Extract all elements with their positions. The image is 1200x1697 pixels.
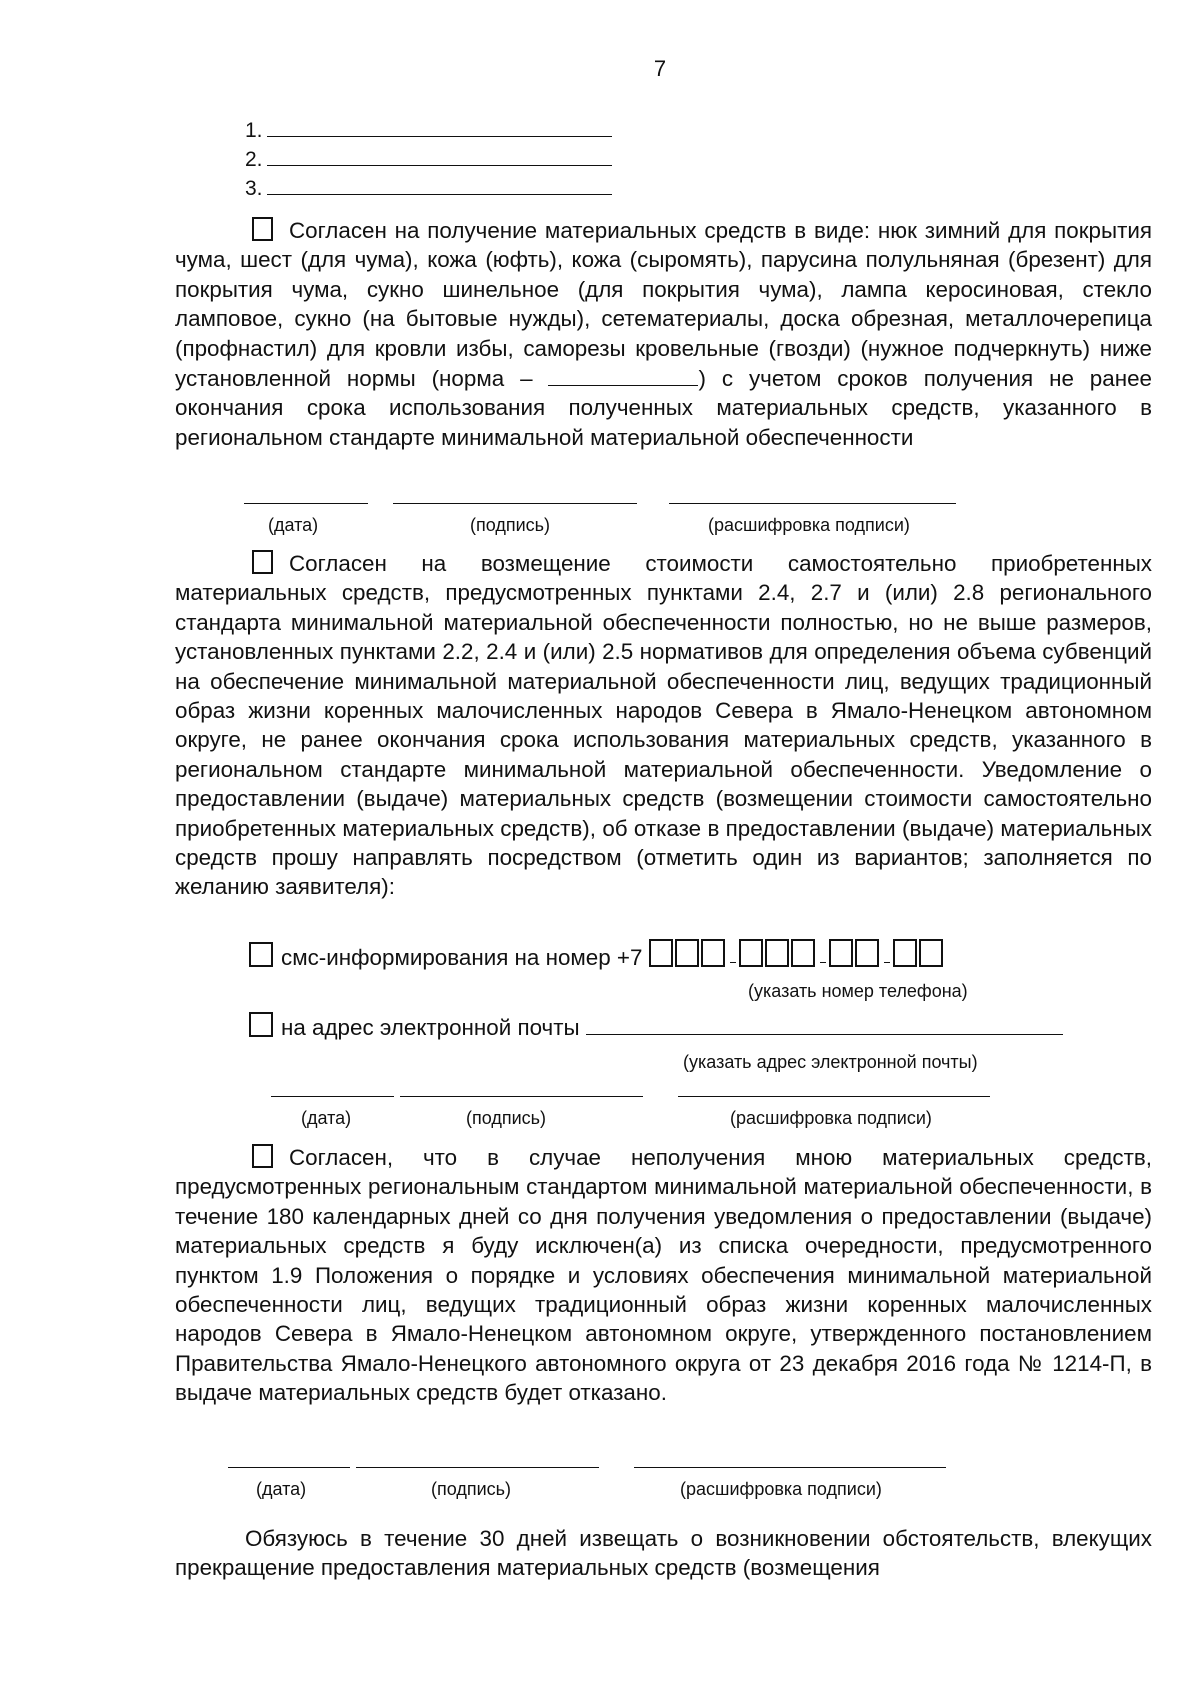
dash <box>820 962 826 963</box>
signature-line[interactable] <box>356 1467 599 1468</box>
signature-row-3 <box>0 1467 1200 1517</box>
email-label: на адрес электронной почты <box>281 1015 580 1040</box>
norm-blank[interactable] <box>548 363 698 386</box>
blank-line <box>267 145 612 166</box>
date-line[interactable] <box>271 1096 394 1097</box>
decoding-line[interactable] <box>678 1096 990 1097</box>
date-line[interactable] <box>244 503 368 504</box>
signature-caption: (подпись) <box>470 515 551 535</box>
email-input-line[interactable] <box>586 1014 1063 1035</box>
digit-box[interactable] <box>919 939 943 967</box>
digit-box[interactable] <box>855 939 879 967</box>
decoding-line[interactable] <box>634 1467 946 1468</box>
numbered-line-3[interactable] <box>245 174 612 203</box>
digit-box[interactable] <box>893 939 917 967</box>
consent-checkbox-3[interactable] <box>252 1144 273 1168</box>
page-number: 7 <box>653 56 667 81</box>
consent-checkbox-2[interactable] <box>252 550 273 574</box>
email-option <box>249 1012 1063 1041</box>
digit-box[interactable] <box>739 939 763 967</box>
digit-box[interactable] <box>675 939 699 967</box>
signature-row-1 <box>0 503 1200 553</box>
phone-hint: (указать номер телефона) <box>748 981 968 1001</box>
dash <box>884 962 890 963</box>
date-line[interactable] <box>228 1467 350 1468</box>
email-hint: (указать адрес электронной почты) <box>683 1052 978 1072</box>
clause1-text-part1: Согласен на получение материальных средств в виде: нюк зимний для покрытия чума, шест (для чума), кожа (юфть), кожа (сыромять), парусина полульняная (брезент) для покрытия чума, сукно шинельное (для покрытия чума), лампа керосиновая, стекло ламповое, сукно (на бытовые нужды), сетематериалы, доска обрезная, металлочерепица (профнастил) для кровли избы, саморезы кровельные (гвозди) (нужное подчеркнуть) ниже установленной нормы (норма – <box>175 218 1152 392</box>
number-label: 3. <box>245 177 263 200</box>
number-label: 2. <box>245 148 263 171</box>
signature-caption: (подпись) <box>466 1108 547 1128</box>
digit-box[interactable] <box>765 939 789 967</box>
clause-materials-below-norm <box>175 216 1152 452</box>
digit-box[interactable] <box>701 939 725 967</box>
clause-exclusion-from-queue <box>175 1143 1152 1408</box>
signature-caption: (подпись) <box>431 1479 512 1499</box>
signature-line[interactable] <box>400 1096 643 1097</box>
digit-box[interactable] <box>649 939 673 967</box>
date-caption: (дата) <box>268 515 319 535</box>
digit-box[interactable] <box>829 939 853 967</box>
decoding-line[interactable] <box>669 503 956 504</box>
signature-row-2 <box>0 1096 1200 1146</box>
blank-line <box>267 174 612 195</box>
numbered-blank-list <box>245 116 612 203</box>
date-caption: (дата) <box>256 1479 307 1499</box>
clause1-text-part2: ) с учетом сроков получения не ранее окончания срока использования полученных материальных средств, указанного в региональном стандарте минимальной материальной обеспеченности <box>175 366 1152 450</box>
phone-number-input[interactable] <box>649 945 945 970</box>
numbered-line-2[interactable] <box>245 145 612 174</box>
sms-label: смс-информирования на номер +7 <box>281 945 643 970</box>
closing-paragraph: Обязуюсь в течение 30 дней извещать о возникновении обстоятельств, влекущих прекращение предоставления материальных средств (возмещения <box>175 1526 1152 1581</box>
sms-option <box>249 939 945 971</box>
sms-checkbox[interactable] <box>249 942 273 967</box>
signature-line[interactable] <box>393 503 637 504</box>
date-caption: (дата) <box>301 1108 352 1128</box>
dash <box>730 962 736 963</box>
decoding-caption: (расшифровка подписи) <box>708 515 910 535</box>
decoding-caption: (расшифровка подписи) <box>680 1479 882 1499</box>
numbered-line-1[interactable] <box>245 116 612 145</box>
clause3-text: Согласен, что в случае неполучения мною материальных средств, предусмотренных региональным стандартом минимальной материальной обеспеченности, в течение 180 календарных дней со дня получения уведомления о предоставлении (выдаче) материальных средств я буду исключен(а) из списка очередности, предусмотренного пунктом 1.9 Положения о порядке и условиях обеспечения минимальной материальной обеспеченности лиц, ведущих традиционный образ жизни коренных малочисленных народов Севера в Ямало-Ненецком автономном округе, утвержденного постановлением Правительства Ямало-Ненецкого автономного округа от 23 декабря 2016 года № 1214-П, в выдаче материальных средств будет отказано. <box>175 1145 1152 1406</box>
email-checkbox[interactable] <box>249 1012 273 1037</box>
digit-box[interactable] <box>791 939 815 967</box>
clause2-text: Согласен на возмещение стоимости самостоятельно приобретенных материальных средств, предусмотренных пунктами 2.4, 2.7 и (или) 2.8 регионального стандарта минимальной материальной обеспеченности полностью, но не выше размеров, установленных пунктами 2.2, 2.4 и (или) 2.5 нормативов для определения объема субвенций на обеспечение минимальной материальной обеспеченности лиц, ведущих традиционный образ жизни коренных малочисленных народов Севера в Ямало-Ненецком автономном округе, не ранее окончания срока использования материальных средств, указанного в региональном стандарте минимальной материальной обеспеченности. Уведомление о предоставлении (выдаче) материальных средств (возмещении стоимости самостоятельно приобретенных материальных средств), об отказе в предоставлении (выдаче) материальных средств прошу направлять посредством (отметить один из вариантов; заполняется по желанию заявителя): <box>175 551 1152 900</box>
consent-checkbox-1[interactable] <box>252 217 273 241</box>
number-label: 1. <box>245 119 263 142</box>
blank-line <box>267 116 612 137</box>
clause-cost-compensation <box>175 549 1152 902</box>
decoding-caption: (расшифровка подписи) <box>730 1108 932 1128</box>
